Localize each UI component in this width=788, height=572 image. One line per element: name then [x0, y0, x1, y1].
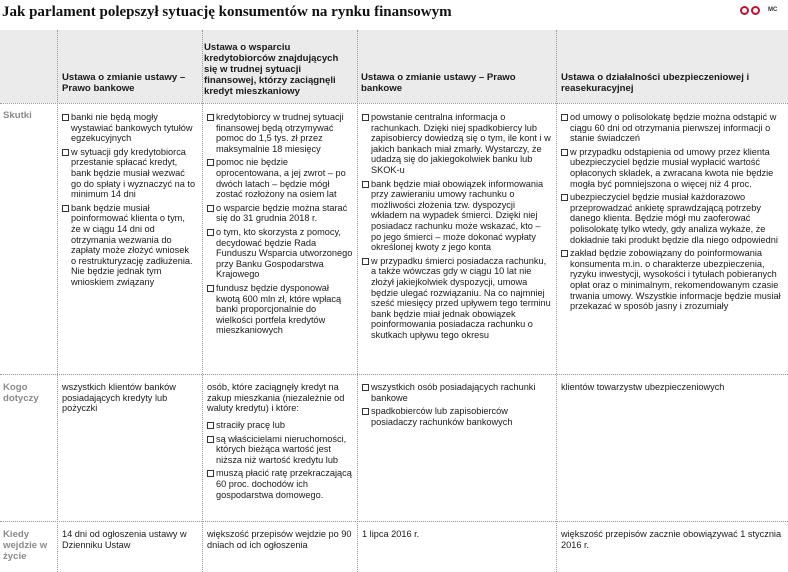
row-label-skutki: Skutki [3, 110, 32, 121]
list-item: straciły pracę lub [207, 420, 353, 431]
list-item: banki nie będą mogły wystawiać bankowych tytułów egzekucyjnych [62, 112, 196, 144]
list-item: muszą płacić ratę przekraczającą 60 proc. dochodów ich gospodarstwa domowego. [207, 468, 353, 500]
kiedy-col4: większość przepisów zacznie obowiązywać 1 stycznia 2016 r. [561, 529, 782, 550]
list-item: są właścicielami nieruchomości, których bieżąca wartość jest niższa niż wartość kredytu lub [207, 434, 353, 466]
list-item: pomoc nie będzie oprocentowana, a jej zwrot – po dwóch latach – będzie mógł zostać rozłożony na osiem lat [207, 157, 353, 199]
list-item: bank będzie miał obowiązek informowania przy zawieraniu umowy rachunku o możliwości złożenia tzw. dyspozycji wkładem na wypadek śmierci. Dzięki niej posiadacz rachunku może wskazać, kto – po jego śmierci – może dokonać wypłaty określonej kwoty z jego konta [362, 179, 552, 253]
column-divider [556, 30, 557, 572]
column-divider [357, 30, 358, 572]
header [0, 0, 788, 28]
column-header-4: Ustawa o działalności ubezpieczeniowej i reasekuracyjnej [561, 72, 750, 94]
row-divider [0, 374, 788, 375]
skutki-col3 [362, 112, 552, 343]
column-divider [57, 30, 58, 572]
list-item: bank będzie musiał poinformować klienta o tym, że w ciągu 14 dni od otrzymania wezwania do zapłaty może złożyć wniosek o restrukturyzację zadłużenia. Nie będzie jednak tym wnioskiem związany [62, 203, 196, 288]
list-item: od umowy o polisolokatę będzie można odstąpić w ciągu 60 dni od otrzymania pierwszej informacji o stanie świadczeń [561, 112, 783, 144]
column-header-3: Ustawa o zmianie ustawy – Prawo bankowe [361, 72, 516, 94]
list-item: wszystkich osób posiadających rachunki bankowe [362, 382, 552, 403]
kiedy-col1: 14 dni od ogłoszenia ustawy w Dzienniku Ustaw [62, 529, 187, 550]
list-item: spadkobierców lub zapisobierców posiadaczy rachunków bankowych [362, 406, 552, 427]
skutki-col4 [561, 112, 783, 315]
list-item: o tym, kto skorzysta z pomocy, decydować będzie Rada Funduszu Wsparcia utworzonego przy Banku Gospodarstwa Krajowego [207, 227, 353, 280]
row-label-kiedy: Kiedy wejdzie w życie [3, 529, 48, 562]
row-divider [0, 521, 788, 522]
comparison-table [0, 30, 788, 572]
kogo-col2 [207, 420, 353, 503]
page-title: Jak parlament polepszył sytuację konsumentów na rynku finansowym [2, 4, 452, 20]
row-divider [0, 103, 788, 104]
list-item: powstanie centralna informacja o rachunkach. Dzięki niej spadkobiercy lub zapisobiercy dowiedzą się o tym, ile kont i w jakich bankach miał zmarły. Wystarczy, że udadzą się do jakiegokolwiek banku lub SKOK-u [362, 112, 552, 176]
kiedy-col3: 1 lipca 2016 r. [362, 529, 420, 539]
column-divider [202, 30, 203, 572]
list-item: zakład będzie zobowiązany do poinformowania konsumenta m.in. o charakterze ubezpieczenia, ryzyku inwestycji, wysokości i tytułach pobieranych opłat oraz o minimalnym, rekomendowanym czasie trwania umowy. Wszystkie informacje będzie musiał przekazać w sposób jasny i zrozumiały [561, 248, 783, 312]
skutki-col1 [62, 112, 196, 291]
list-item: o wsparcie będzie można starać się do 31 grudnia 2018 r. [207, 203, 353, 224]
kogo-col4: klientów towarzystw ubezpieczeniowych [561, 382, 725, 392]
credit: MC [768, 7, 778, 13]
kogo-col3 [362, 382, 552, 430]
list-item: w przypadku śmierci posiadacza rachunku, a także wówczas gdy w ciągu 10 lat nie złożył jakiejkolwiek dyspozycji, umowa będzie ulegać rozwiązaniu. Na co najmniej sześć miesięcy przed upływem tego terminu bank będzie miał jednak obowiązek poinformowania posiadacza rachunku o skutkach upływu tego okresu [362, 256, 552, 341]
kogo-col1: wszystkich klientów banków posiadających kredyty lub pożyczki [62, 382, 176, 414]
list-item: fundusz będzie dysponował kwotą 600 mln zł, które wpłacą banki proporcjonalnie do wielkości portfela kredytów mieszkaniowych [207, 283, 353, 336]
logo-icon [740, 6, 760, 15]
list-item: ubezpieczyciel będzie musiał każdorazowo przeprowadzać ankietę sprawdzającą potrzeby danego klienta. Będzie mógł mu zaoferować polisolokatę tylko wtedy, gdy analiza wykaże, że dokładnie taki produkt będzie dla niego odpowiedni [561, 192, 783, 245]
list-item: w przypadku odstąpienia od umowy przez klienta ubezpieczyciel będzie musiał wypłacić wartość opłaconych składek, a zwracana kwota nie będzie mogła być pomniejszona o więcej niż 4 proc. [561, 147, 783, 189]
kiedy-col2: większość przepisów wejdzie po 90 dniach od ich ogłoszenia [207, 529, 352, 550]
list-item: w sytuacji gdy kredytobiorca przestanie spłacać kredyt, bank będzie musiał wezwać go do spłaty i wyznaczyć na to minimum 14 dni [62, 147, 196, 200]
column-header-1: Ustawa o zmianie ustawy – Prawo bankowe [62, 72, 186, 94]
list-item: kredytobiorcy w trudnej sytuacji finansowej będą otrzymywać pomoc do 1,5 tys. zł przez maksymalnie 18 miesięcy [207, 112, 353, 154]
skutki-col2 [207, 112, 353, 339]
kogo-col2-intro: osób, które zaciągnęły kredyt na zakup mieszkania (niezależnie od waluty kredytu) i które: [207, 382, 345, 414]
column-header-2: Ustawa o wsparciu kredytobiorców znajdujących się w trudnej sytuacji finansowej, którzy zaciągnęli kredyt mieszkaniowy [204, 42, 339, 97]
row-label-kogo: Kogo dotyczy [3, 382, 39, 404]
